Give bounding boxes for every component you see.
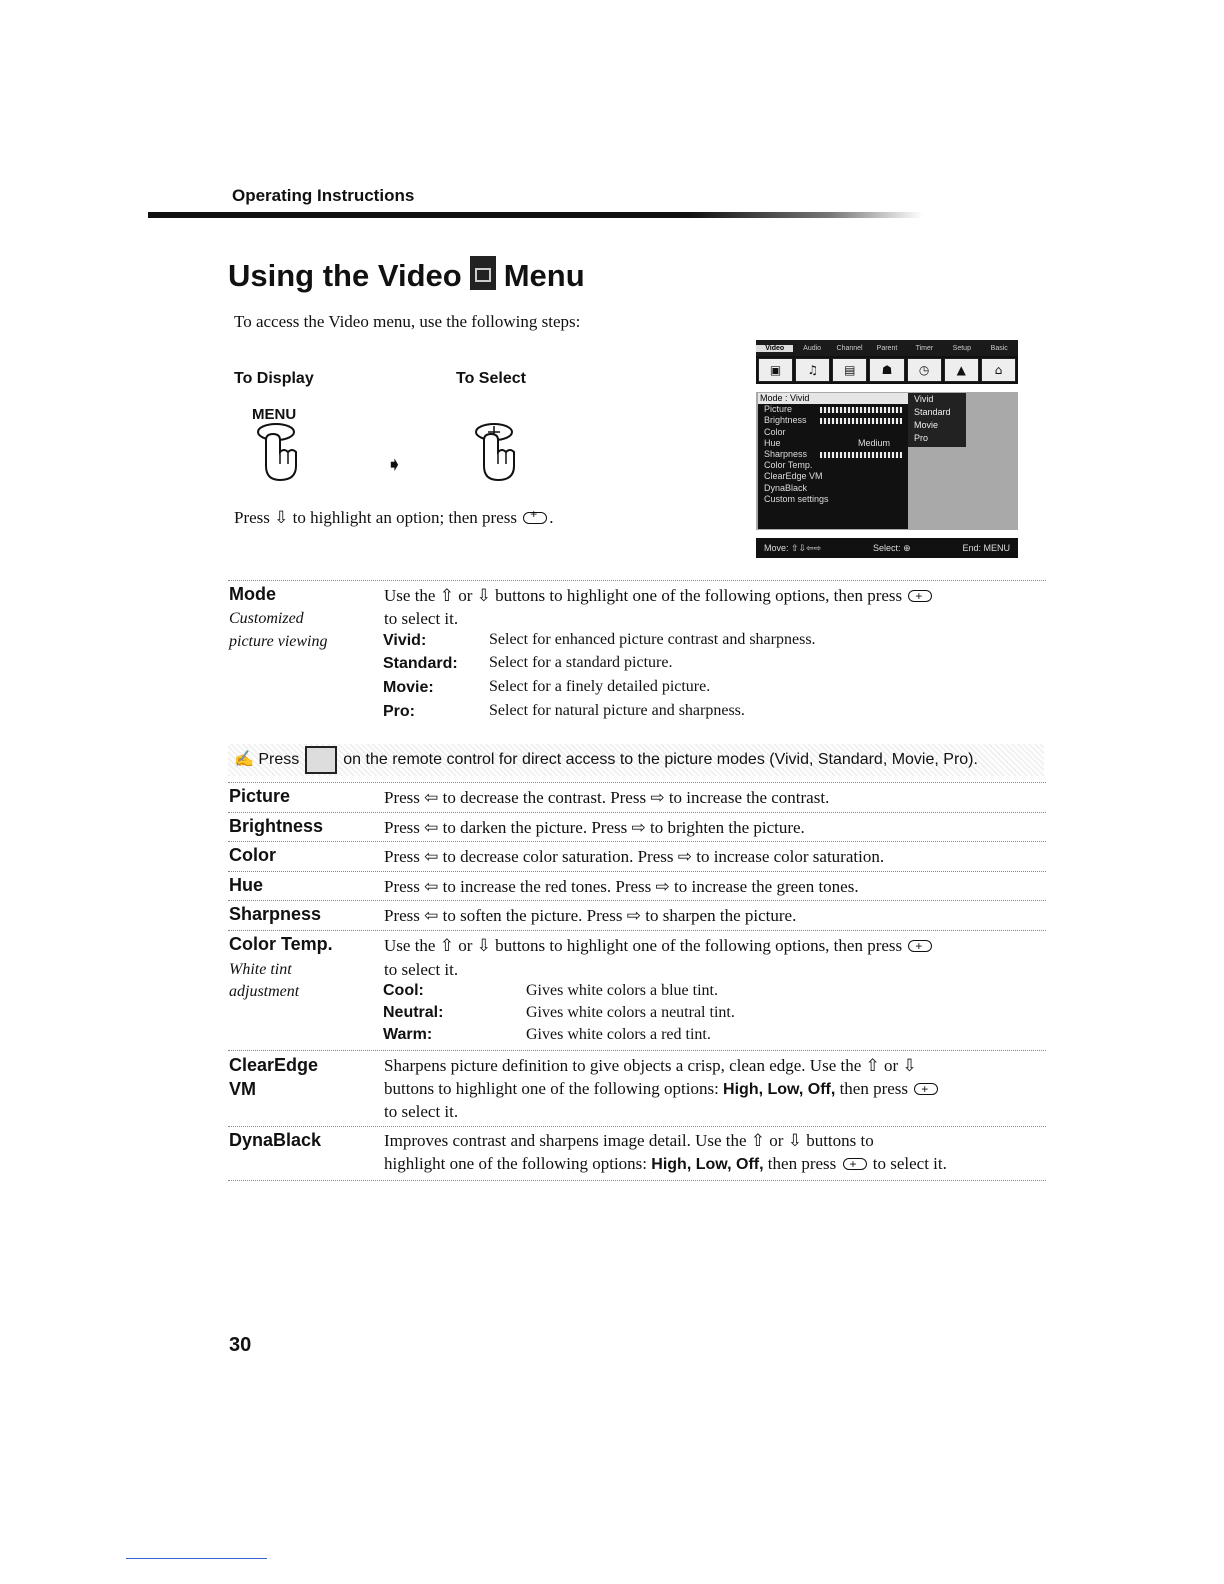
tv-footer-move-label: Move:	[764, 542, 789, 553]
clearedge-term-line1: ClearEdge	[229, 1055, 319, 1075]
mode-subtitle-line2: picture viewing	[229, 633, 328, 650]
timer-icon: ◷	[907, 358, 942, 382]
mode-desc-line1	[384, 584, 934, 607]
color-temp-warm-label: Warm:	[383, 1026, 433, 1043]
page-number: 30	[229, 1334, 252, 1356]
enter-icon	[523, 512, 547, 524]
tv-row-label: Hue	[764, 437, 781, 448]
title-text-after: Menu	[503, 258, 585, 293]
parent-icon: ☗	[869, 358, 904, 382]
tv-row-label: Sharpness	[764, 448, 808, 459]
enter-icon	[914, 1083, 938, 1095]
enter-icon	[843, 1158, 867, 1170]
color-temp-desc-text: Use the ⇧ or ⇩ buttons to highlight one of the following options, then press	[384, 936, 903, 955]
picture-term: Picture	[229, 786, 291, 806]
mode-option-movie-label: Movie:	[383, 679, 434, 696]
video-menu-icon	[470, 256, 496, 290]
brightness-desc: Press ⇦ to darken the picture. Press ⇨ to brighten the picture.	[384, 818, 805, 837]
tv-option-standard: Standard	[914, 407, 951, 417]
hue-desc: Press ⇦ to increase the red tones. Press ⇨ to increase the green tones.	[384, 877, 859, 896]
picture-desc: Press ⇦ to decrease the contrast. Press ⇨ to increase the contrast.	[384, 788, 830, 807]
color-temp-neutral-desc: Gives white colors a neutral tint.	[526, 1004, 735, 1021]
tv-row-label: Picture	[764, 404, 793, 415]
divider	[228, 841, 1046, 842]
tv-row-label: Brightness	[764, 415, 807, 426]
dynablack-line2-options: High, Low, Off,	[651, 1156, 764, 1173]
to-select-label: To Select	[456, 370, 526, 387]
color-temp-term: Color Temp.	[229, 934, 333, 954]
mode-desc-text: Use the ⇧ or ⇩ buttons to highlight one of the following options, then press	[384, 586, 903, 605]
tv-tab-audio: Audio	[803, 344, 822, 352]
divider	[228, 1126, 1046, 1127]
title-text-before: Using the Video	[228, 258, 462, 293]
divider	[228, 900, 1046, 901]
color-temp-subtitle-line2: adjustment	[229, 983, 300, 1000]
clearedge-desc-line3: to select it.	[384, 1102, 459, 1121]
dynablack-desc-line2	[384, 1152, 947, 1176]
press-middle: to highlight an option; then press	[292, 508, 517, 527]
tv-option-vivid: Vivid	[914, 394, 934, 404]
tv-row-color: Color	[764, 426, 786, 437]
color-temp-subtitle-line1: White tint	[229, 961, 292, 978]
divider	[228, 812, 1046, 813]
sharpness-desc: Press ⇦ to soften the picture. Press ⇨ to sharpen the picture.	[384, 906, 797, 925]
press-prefix: Press	[234, 508, 270, 527]
mode-desc-line2: to select it.	[384, 609, 459, 628]
sharpness-term: Sharpness	[229, 904, 322, 924]
color-temp-neutral-label: Neutral:	[383, 1004, 444, 1021]
color-term: Color	[229, 845, 276, 865]
press-instruction	[234, 508, 553, 528]
clearedge-line2-suffix: then press	[839, 1079, 909, 1098]
audio-icon: ♫	[795, 358, 830, 382]
divider	[228, 580, 1046, 581]
tv-row-color-temp: Color Temp.	[764, 460, 813, 471]
press-suffix: .	[549, 508, 554, 527]
divider	[228, 1050, 1046, 1051]
clearedge-line2-prefix: buttons to highlight one of the following options:	[384, 1079, 719, 1098]
tv-tab-setup: Setup	[952, 344, 971, 352]
tv-tab-parent: Parent	[876, 344, 898, 352]
tip-prefix: Press	[258, 751, 300, 768]
tv-menu-screenshot	[756, 340, 1018, 562]
tv-tab-timer: Timer	[915, 344, 934, 352]
tv-option-pro: Pro	[914, 433, 929, 443]
divider	[228, 1180, 1046, 1181]
tv-mode-options	[908, 393, 966, 447]
divider	[228, 930, 1046, 931]
color-temp-desc-line1	[384, 934, 934, 957]
brightness-term: Brightness	[229, 816, 324, 836]
tv-menu-icon-row	[756, 356, 1018, 384]
tv-level-bar	[820, 452, 902, 458]
to-display-label: To Display	[234, 370, 314, 387]
menu-key-label: MENU	[252, 406, 297, 423]
mode-option-movie-desc: Select for a finely detailed picture.	[489, 678, 711, 695]
tv-footer-select: Select: ⊕	[873, 542, 911, 553]
mode-option-standard-label: Standard:	[383, 655, 458, 672]
color-desc: Press ⇦ to decrease color saturation. Press ⇨ to increase color saturation.	[384, 847, 885, 866]
tv-row-picture	[758, 404, 908, 415]
down-arrow-icon: ⇩	[274, 508, 289, 527]
clearedge-line2-options: High, Low, Off,	[723, 1081, 836, 1098]
clearedge-term-line2: VM	[229, 1079, 256, 1099]
tv-row-hue	[758, 438, 908, 449]
tv-tab-channel: Channel	[836, 344, 863, 352]
color-temp-desc-line2: to select it.	[384, 960, 459, 979]
dynablack-term: DynaBlack	[229, 1130, 322, 1150]
footer-line	[126, 1558, 267, 1559]
divider	[228, 871, 1046, 872]
mode-option-standard-desc: Select for a standard picture.	[489, 654, 673, 671]
enter-hand-icon	[470, 422, 530, 484]
picture-button-icon	[305, 746, 337, 774]
divider	[228, 782, 1046, 783]
tv-footer-move: Move: ⇧⇩⇦⇨	[764, 542, 822, 553]
tv-menu-tabs	[756, 340, 1018, 356]
color-temp-warm-desc: Gives white colors a red tint.	[526, 1026, 711, 1043]
mode-option-vivid-desc: Select for enhanced picture contrast and sharpness.	[489, 631, 816, 648]
mode-option-pro-label: Pro:	[383, 703, 415, 720]
tv-row-sharpness	[758, 449, 908, 460]
clearedge-desc-line1: Sharpens picture definition to give objects a crisp, clean edge. Use the ⇧ or ⇩	[384, 1056, 917, 1075]
mode-option-pro-desc: Select for natural picture and sharpness.	[489, 702, 745, 719]
dynablack-line2-middle: then press	[767, 1154, 837, 1173]
note-hand-icon: ✍	[234, 751, 254, 768]
picture-mode-tip	[228, 744, 1044, 776]
tv-option-movie: Movie	[914, 420, 939, 430]
tv-footer-select-label: Select:	[873, 542, 901, 553]
tv-row-dynablack: DynaBlack	[764, 482, 808, 493]
hue-term: Hue	[229, 875, 264, 895]
tip-suffix: on the remote control for direct access to the picture modes (Vivid, Standard, Movie, Pro).	[343, 751, 978, 768]
clearedge-desc-line2	[384, 1077, 940, 1101]
page-title	[228, 256, 585, 294]
color-temp-cool-label: Cool:	[383, 982, 424, 999]
mode-subtitle-line1: Customized	[229, 610, 304, 627]
arrow-right-icon: ➧	[386, 454, 403, 476]
section-header: Operating Instructions	[232, 186, 415, 205]
tv-hue-value: Medium	[858, 437, 891, 448]
tv-row-clearedge: ClearEdge VM	[764, 471, 823, 482]
dynablack-line2-suffix: to select it.	[872, 1154, 947, 1173]
tv-row-mode: Mode : Vivid	[758, 393, 908, 404]
tv-footer-end: End: MENU	[962, 543, 1010, 553]
header-rule	[148, 212, 923, 218]
color-temp-cool-desc: Gives white colors a blue tint.	[526, 982, 718, 999]
tv-level-bar	[820, 407, 902, 413]
video-icon: ▣	[758, 358, 793, 382]
mode-option-vivid-label: Vivid:	[383, 632, 427, 649]
tv-tab-video: Video	[756, 345, 793, 352]
setup-icon: ▲	[944, 358, 979, 382]
channel-icon: ▤	[832, 358, 867, 382]
dynablack-line2-prefix: highlight one of the following options:	[384, 1154, 648, 1173]
intro-text: To access the Video menu, use the following steps:	[234, 312, 581, 331]
tv-row-brightness	[758, 415, 908, 426]
mode-term: Mode	[229, 584, 276, 604]
dynablack-desc-line1: Improves contrast and sharpens image detail. Use the ⇧ or ⇩ buttons to	[384, 1131, 874, 1150]
tv-level-bar	[820, 418, 902, 424]
menu-hand-icon	[252, 422, 312, 484]
tv-menu-body	[756, 392, 1018, 530]
tv-tab-basic: Basic	[990, 344, 1008, 352]
tv-row-custom: Custom settings	[764, 493, 829, 504]
enter-icon	[908, 940, 932, 952]
basic-icon: ⌂	[981, 358, 1016, 382]
tv-menu-footer	[756, 538, 1018, 558]
enter-icon	[908, 590, 932, 602]
tv-settings-list	[758, 393, 908, 529]
